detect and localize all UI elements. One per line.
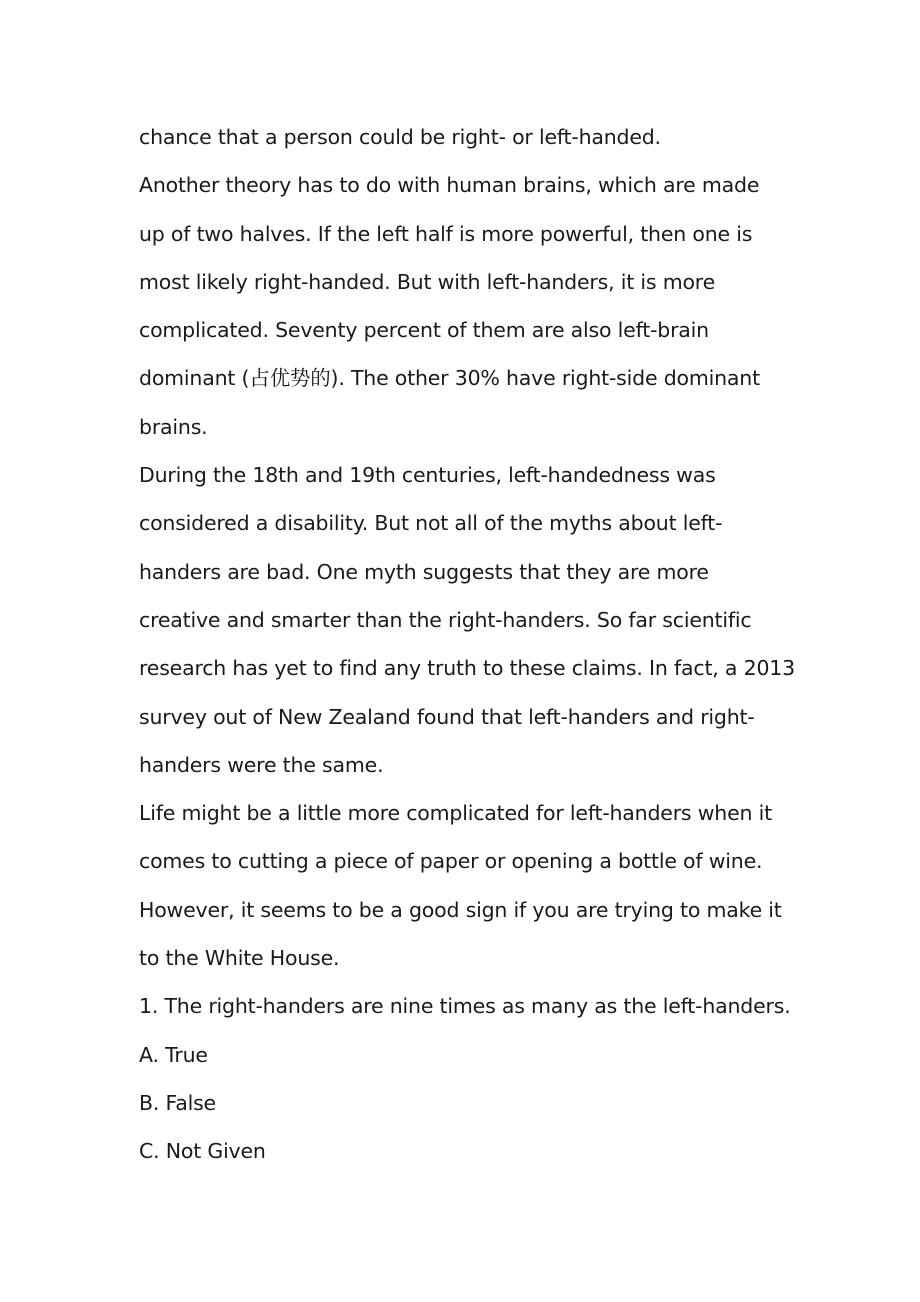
paragraph-line: comes to cutting a piece of paper or opening a bottle of wine.: [139, 849, 763, 874]
paragraph-line: survey out of New Zealand found that left-handers and right-: [139, 704, 755, 729]
paragraph-line: handers are bad. One myth suggests that they are more: [139, 559, 709, 584]
paragraph-line: creative and smarter than the right-handers. So far scientific: [139, 607, 752, 632]
paragraph-line: However, it seems to be a good sign if you are trying to make it: [139, 897, 782, 922]
paragraph-line: considered a disability. But not all of the myths about left-: [139, 511, 723, 536]
answer-option-c: C. Not Given: [139, 1139, 266, 1164]
answer-option-a: A. True: [139, 1042, 208, 1067]
question-prompt: 1. The right-handers are nine times as many as the left-handers.: [139, 994, 791, 1019]
question-1: [139, 982, 799, 1175]
paragraph-line: up of two halves. If the left half is more powerful, then one is: [139, 221, 753, 246]
answer-option-b: B. False: [139, 1090, 216, 1115]
paragraph-line: dominant (占优势的). The other 30% have right-side dominant: [139, 366, 760, 391]
paragraph-2: [139, 161, 799, 451]
article-body: [139, 113, 799, 1176]
paragraph-line: complicated. Seventy percent of them are also left-brain: [139, 318, 709, 343]
paragraph-line: to the White House.: [139, 946, 340, 971]
paragraph-4: [139, 789, 799, 982]
paragraph-3: [139, 451, 799, 789]
paragraph-line: Life might be a little more complicated for left-handers when it: [139, 801, 772, 826]
paragraph-line: During the 18th and 19th centuries, left-handedness was: [139, 463, 716, 488]
paragraph-line: research has yet to find any truth to these claims. In fact, a 2013: [139, 656, 795, 681]
paragraph-line: brains.: [139, 414, 208, 439]
paragraph-line: chance that a person could be right- or left-handed.: [139, 125, 661, 149]
paragraph-line: Another theory has to do with human brains, which are made: [139, 173, 760, 198]
paragraph-1: [139, 113, 799, 161]
paragraph-line: most likely right-handed. But with left-handers, it is more: [139, 269, 715, 294]
paragraph-line: handers were the same.: [139, 752, 384, 777]
